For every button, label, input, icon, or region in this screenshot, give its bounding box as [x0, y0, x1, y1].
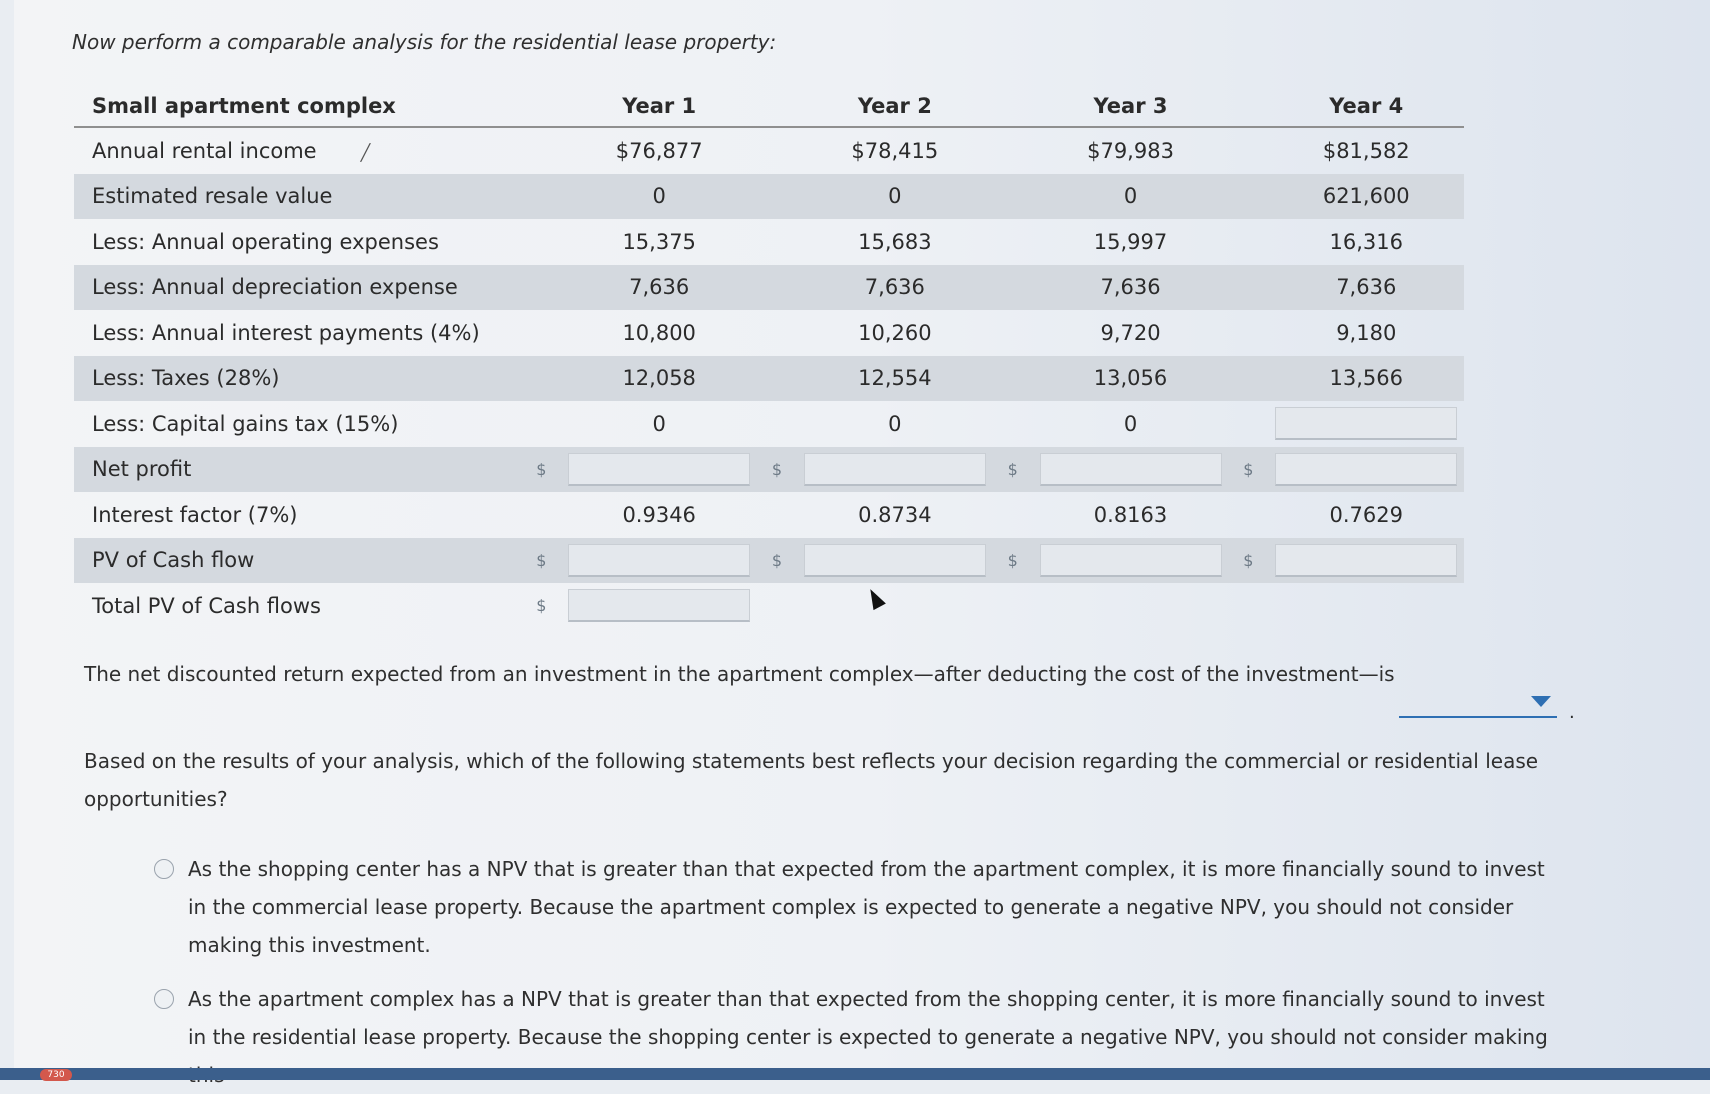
cell-value: 0 — [561, 174, 756, 220]
row-label: Net profit — [74, 447, 521, 493]
radio-button[interactable] — [154, 859, 174, 879]
cell-value: 0.7629 — [1329, 502, 1403, 527]
dollar-sign: $ — [521, 447, 561, 493]
net-profit-year-2-input[interactable] — [804, 453, 986, 486]
table-header-label: Small apartment complex — [74, 88, 521, 127]
row-total-pv — [74, 583, 1464, 629]
cell-value: 12,554 — [797, 356, 992, 402]
cell-value: 0 — [888, 411, 902, 436]
pv-cash-flow-year-3-input[interactable] — [1040, 544, 1222, 577]
cell-value: 13,056 — [1033, 356, 1228, 402]
row-annual-rental-income — [74, 127, 1464, 174]
answer-option-1[interactable] — [154, 850, 1564, 964]
net-profit-year-4-input[interactable] — [1275, 453, 1457, 486]
cell-value: 0 — [1033, 174, 1228, 220]
dollar-sign: $ — [993, 538, 1033, 584]
cell-value: $78,415 — [851, 138, 939, 163]
dollar-sign: $ — [536, 596, 547, 616]
row-taxes — [74, 356, 1464, 402]
dollar-sign: $ — [757, 447, 797, 493]
header-year-3: Year 3 — [1033, 88, 1228, 127]
cell-value: 9,180 — [1336, 320, 1397, 345]
cell-value: 0.8163 — [1093, 502, 1168, 527]
cell-value: $76,877 — [615, 138, 703, 163]
cell-value: 0 — [652, 411, 666, 436]
row-capital-gains-tax — [74, 401, 1464, 447]
question-text: Based on the results of your analysis, which of the following statements best reflects your decision regarding the commercial or residential lease opportunities? — [84, 749, 1539, 811]
residential-lease-table — [74, 88, 1464, 629]
cell-value: 15,375 — [622, 229, 696, 254]
row-pv-cash-flow — [74, 538, 1464, 584]
taskbar-badge[interactable]: 730 — [40, 1069, 72, 1081]
row-label: Estimated resale value — [74, 174, 521, 220]
row-label: Interest factor (7%) — [92, 502, 298, 527]
row-net-profit — [74, 447, 1464, 493]
row-label: Less: Capital gains tax (15%) — [92, 411, 399, 436]
dollar-sign: $ — [757, 538, 797, 584]
pencil-icon: ╱ — [360, 142, 371, 162]
cell-value: 12,058 — [561, 356, 756, 402]
dollar-sign: $ — [1228, 538, 1268, 584]
capital-gains-year-4-input[interactable] — [1275, 407, 1457, 440]
total-pv-input[interactable] — [568, 589, 750, 622]
row-estimated-resale-value — [74, 174, 1464, 220]
cell-value: 13,566 — [1269, 356, 1465, 402]
cell-value: 7,636 — [1269, 265, 1465, 311]
radio-button[interactable] — [154, 989, 174, 1009]
chevron-down-icon — [1531, 696, 1551, 707]
npv-sentence: The net discounted return expected from an investment in the apartment complex—after deducting the cost of the investment—is — [84, 662, 1395, 686]
cell-value: 7,636 — [561, 265, 756, 311]
cell-value: 15,683 — [858, 229, 932, 254]
row-label: PV of Cash flow — [74, 538, 521, 584]
taskbar — [0, 1068, 1710, 1080]
worksheet-page — [14, 0, 1710, 1068]
cell-value: 0.9346 — [622, 502, 696, 527]
row-interest-payments — [74, 310, 1464, 356]
answer-option-text: As the shopping center has a NPV that is greater than that expected from the apartment complex, it is more financially sound to invest in the commercial lease property. Because the apartment complex is expected to generate a negative NPV, you should not consider making this investment. — [188, 857, 1545, 957]
pv-cash-flow-year-4-input[interactable] — [1275, 544, 1457, 577]
cell-value: $81,582 — [1322, 138, 1410, 163]
pv-cash-flow-year-1-input[interactable] — [568, 544, 750, 577]
row-label: Less: Taxes (28%) — [74, 356, 521, 402]
dollar-sign: $ — [993, 447, 1033, 493]
row-depreciation-expense — [74, 265, 1464, 311]
dollar-sign: $ — [521, 538, 561, 584]
pv-cash-flow-year-2-input[interactable] — [804, 544, 986, 577]
cell-value: 9,720 — [1100, 320, 1161, 345]
row-label: Total PV of Cash flows — [92, 593, 321, 618]
cell-value: 16,316 — [1329, 229, 1403, 254]
row-label: Less: Annual depreciation expense — [74, 265, 521, 311]
cell-value: 0 — [797, 174, 992, 220]
header-year-2: Year 2 — [797, 88, 992, 127]
answer-option-text: As the apartment complex has a NPV that is greater than that expected from the shopping center, it is more financially sound to invest in the residential lease property. Because the shopping center is expected to generate a negative NPV, you should not consider making — [188, 987, 1548, 1049]
npv-dropdown[interactable] — [1399, 690, 1557, 718]
row-interest-factor — [74, 492, 1464, 538]
sentence-period: . — [1569, 702, 1575, 723]
intro-text: Now perform a comparable analysis for the residential lease property: — [72, 30, 777, 54]
net-profit-year-3-input[interactable] — [1040, 453, 1222, 486]
cell-value: 0.8734 — [858, 502, 932, 527]
row-label: Less: Annual operating expenses — [92, 229, 439, 254]
cell-value: 10,260 — [858, 320, 932, 345]
cell-value: 621,600 — [1269, 174, 1465, 220]
cell-value: 15,997 — [1093, 229, 1168, 254]
dollar-sign: $ — [1228, 447, 1268, 493]
header-year-1: Year 1 — [561, 88, 756, 127]
net-profit-year-1-input[interactable] — [568, 453, 750, 486]
row-label: Less: Annual interest payments (4%) — [92, 320, 480, 345]
cell-value: 0 — [1123, 411, 1138, 436]
cell-value: $79,983 — [1087, 138, 1174, 163]
row-operating-expenses — [74, 219, 1464, 265]
header-year-4: Year 4 — [1269, 88, 1465, 127]
table-header-row — [74, 88, 1464, 127]
cell-value: 7,636 — [797, 265, 992, 311]
cell-value: 7,636 — [1033, 265, 1228, 311]
row-label: Annual rental income — [92, 138, 317, 163]
cell-value: 10,800 — [622, 320, 696, 345]
